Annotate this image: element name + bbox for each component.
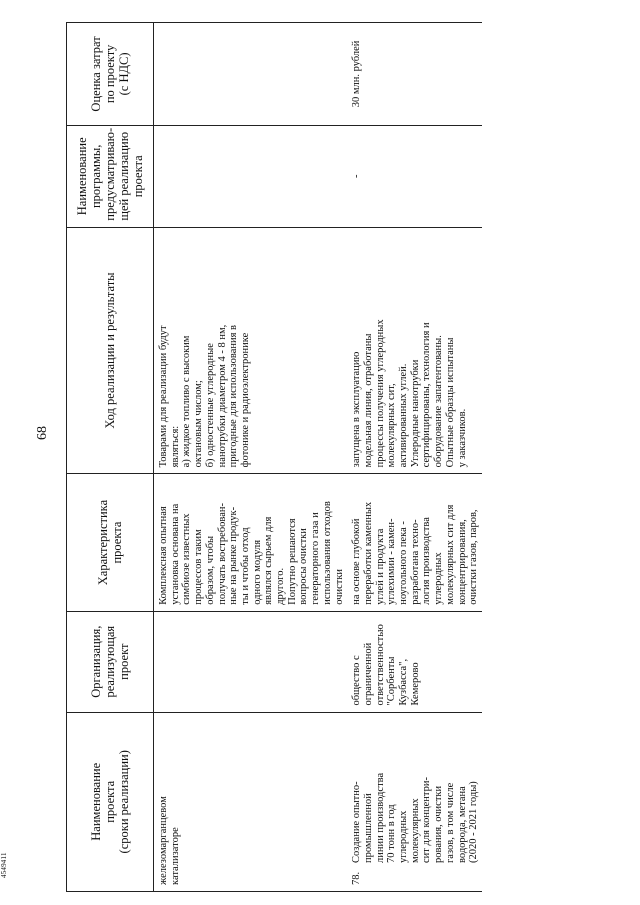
cell-characteristic: Комплексная опытная установка основана на симбиозе известных процессов таким образом, чтобы получать востребован- ные на рынке продук- ты и чтобы отход одного модуля являлся сырьем для другого. Попутно решаются вопросы очистки генераторного газа и использования отходов очистки (154, 474, 348, 611)
cell-results: Товарами для реализации будут являться: а) жидкое топливо с высоким октановым числом; б) одностенные углеродные нанотрубки диаметром 4 - 8 нм, пригодные для использования в фотонике и радиоэлектронике (154, 227, 348, 474)
header-results: Ход реализации и результаты (67, 227, 154, 474)
cell-program: - (347, 125, 482, 227)
header-characteristic: Характеристика проекта (67, 474, 154, 611)
document-id: 4549411 (0, 852, 8, 878)
cell-cost: 30 млн. рублей (347, 23, 482, 126)
cell-characteristic: на основе глубокой переработки каменных углей и продукта углехимии - камен- ноугольного пека - разработана техно- логия производства углеродных молекулярных сит для концентрирования, очистки газов, паров, (347, 474, 482, 611)
table-row (154, 23, 348, 892)
cell-results: запущена в эксплуатацию модельная линия, отработаны процессы получения углеродных молекулярных сит, активированных углей. Углеродные нанотрубки сертифицированы, технология и оборудование запатентованы. Опытные образцы испытаны у заказчиков. (347, 227, 482, 474)
header-program: Наименование программы, предусматриваю- щей реализацию проекта (67, 125, 154, 227)
header-project-name: Наименование проекта (сроки реализации) (67, 712, 154, 891)
row-number: 78. (351, 871, 363, 885)
projects-table (66, 22, 482, 892)
rotated-table-area (66, 22, 612, 892)
cell-program (154, 125, 348, 227)
cell-organization: общество с ограниченной ответственностью "Сорбенты Кузбасса", Кемерово (347, 611, 482, 712)
cell-project-name: железомарганцевом катализаторе (154, 712, 348, 891)
cell-organization (154, 611, 348, 712)
header-organization: Организация, реализующая проект (67, 611, 154, 712)
table-row (347, 23, 482, 892)
header-cost: Оценка затрат по проекту (с НДС) (67, 23, 154, 126)
table-header-row (67, 23, 154, 892)
cell-project-name (347, 712, 482, 891)
page-number: 68 (35, 426, 50, 440)
cell-cost (154, 23, 348, 126)
project-name-text: Создание опытно- промышленной линии производства 70 тонн в год углеродных молекулярных сит для концентри- рования, очистки газов, в том числе водорода, метана (2020 - 2021 годы) (351, 772, 480, 863)
